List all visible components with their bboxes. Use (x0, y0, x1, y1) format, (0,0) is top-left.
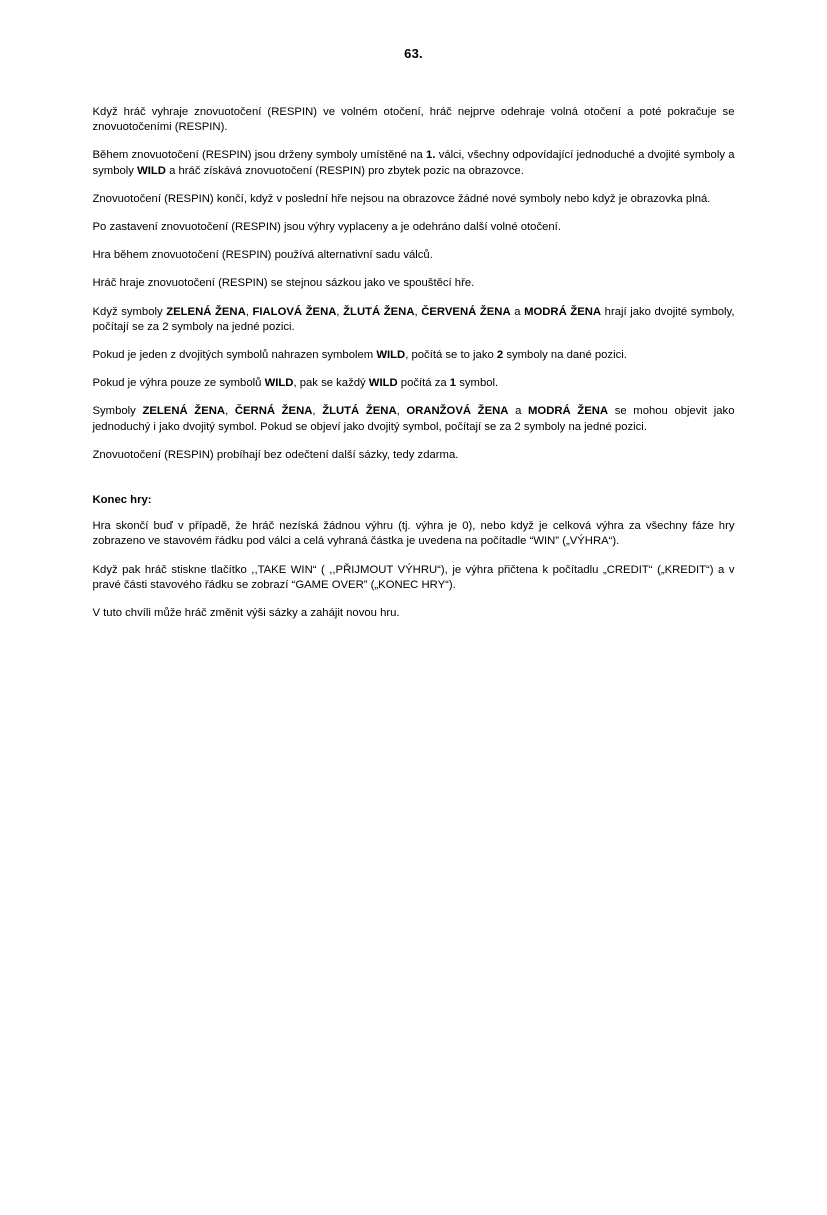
paragraph: Když symboly ZELENÁ ŽENA, FIALOVÁ ŽENA, ŽLUTÁ ŽENA, ČERVENÁ ŽENA a MODRÁ ŽENA hrají jako dvojité symboly, počítají se za 2 symboly na jedné pozici. (92, 305, 735, 333)
paragraph: Znovuotočení (RESPIN) končí, když v poslední hře nejsou na obrazovce žádné nové symboly nebo když je obrazovka plná. (92, 192, 711, 205)
paragraph: Po zastavení znovuotočení (RESPIN) jsou výhry vyplaceny a je odehráno další volné otočení. (92, 221, 561, 234)
paragraph: V tuto chvíli může hráč změnit výši sázky a zahájit novou hru. (92, 607, 400, 620)
paragraph: Pokud je jeden z dvojitých symbolů nahrazen symbolem WILD, počítá se to jako 2 symboly na dané pozici. (92, 349, 627, 362)
page-number: 63. (404, 46, 423, 61)
respin-rules-section (93, 105, 735, 463)
document-page (0, 46, 827, 1215)
end-of-game-section (93, 493, 735, 621)
paragraph: Hráč hraje znovuotočení (RESPIN) se stejnou sázkou jako ve spouštěcí hře. (92, 277, 475, 290)
paragraph: Hra skončí buď v případě, že hráč nezíská žádnou výhru (tj. výhra je 0), nebo když je celková výhra za všechny fáze hry zobrazeno ve stavovém řádku pod válci a celá vyhraná částka je uvedena na počítadle “WIN” („VÝHRA“). (92, 520, 735, 548)
paragraph: Když pak hráč stiskne tlačítko ,,TAKE WIN“ ( ,,PŘIJMOUT VÝHRU“), je výhra přičtena k počítadlu „CREDIT“ („KREDIT“) a v pravé části stavového řádku se zobrazí “GAME OVER” („KONEC HRY“). (92, 563, 735, 591)
paragraph: Když hráč vyhraje znovuotočení (RESPIN) ve volném otočení, hráč nejprve odehraje volná otočení a poté pokračuje se znovuotočeními (RESPIN). (92, 106, 735, 134)
paragraph: Symboly ZELENÁ ŽENA, ČERNÁ ŽENA, ŽLUTÁ ŽENA, ORANŽOVÁ ŽENA a MODRÁ ŽENA se mohou objevit jako jednoduchý i jako dvojitý symbol. Pokud se objeví jako dvojitý symbol, počítají se za 2 symboly na jedné pozici. (92, 405, 735, 433)
section-heading: Konec hry: (92, 494, 152, 507)
paragraph: Pokud je výhra pouze ze symbolů WILD, pak se každý WILD počítá za 1 symbol. (92, 377, 499, 390)
section-spacer (93, 463, 735, 493)
paragraph: Hra během znovuotočení (RESPIN) používá alternativní sadu válců. (92, 249, 433, 262)
page-content (93, 61, 735, 621)
paragraph: Znovuotočení (RESPIN) probíhají bez odečtení další sázky, tedy zdarma. (92, 448, 459, 461)
paragraph: Během znovuotočení (RESPIN) jsou drženy symboly umístěné na 1. válci, všechny odpovídající jednoduché a dvojité symboly a symboly WILD a hráč získává znovuotočení (RESPIN) pro zbytek pozic na obrazovce. (92, 149, 735, 177)
